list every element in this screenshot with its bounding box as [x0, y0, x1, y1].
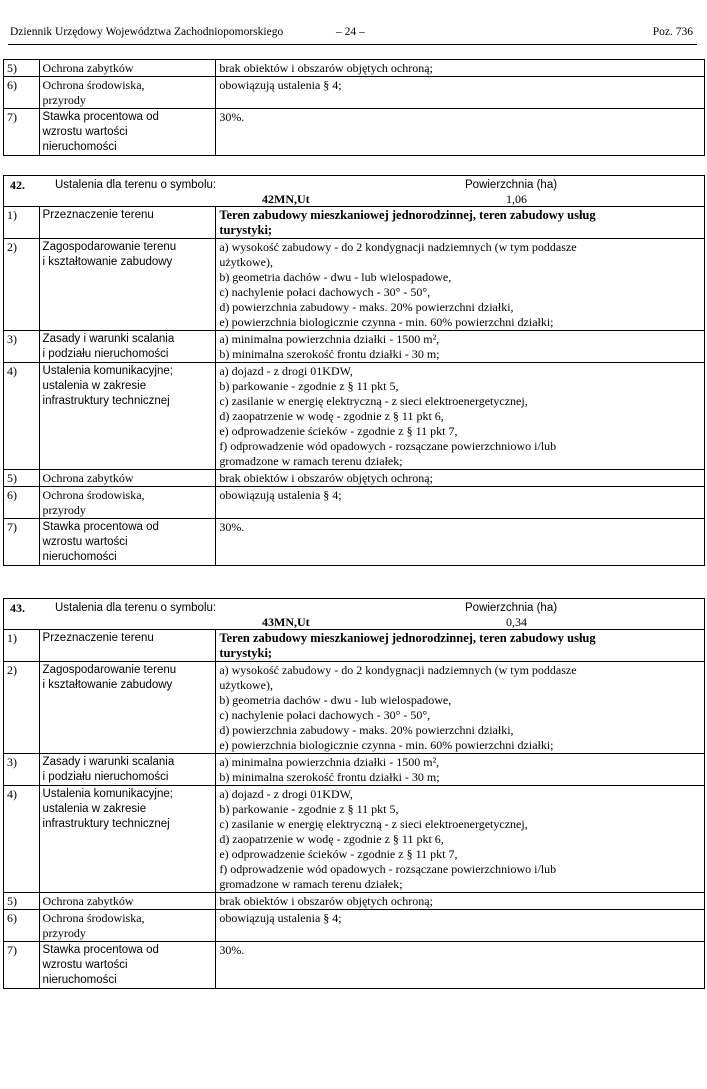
- table-row: [4, 662, 705, 754]
- row-value: 30%.: [216, 109, 705, 156]
- row-value: a) dojazd - z drogi 01KDW, b) parkowanie - zgodnie z § 11 pkt 5, c) zasilanie w energię elektryczną - z sieci elektroenergetycznej, d) zaopatrzenie w wodę - zgodnie z § 11 pkt 6, e) odprowadzenie ścieków - zgodnie z § 11 pkt 7, f) odprowadzenie wód opadowych - rozsączane powierzchniowo i/lub gromadzone w ramach terenu działek;: [216, 786, 705, 893]
- row-number: 1): [4, 207, 40, 239]
- terrain-symbol: 42MN,Ut: [262, 192, 310, 206]
- row-value: a) minimalna powierzchnia działki - 1500 m², b) minimalna szerokość frontu działki - 30 m;: [216, 754, 705, 786]
- page-header: [8, 26, 695, 44]
- top-fragment-table: [3, 59, 705, 156]
- row-value: brak obiektów i obszarów objętych ochroną;: [216, 470, 705, 487]
- block-table-43: [3, 598, 705, 989]
- row-value: brak obiektów i obszarów objętych ochroną;: [216, 60, 705, 77]
- row-label: Ochrona środowiska, przyrody: [39, 487, 216, 519]
- table-row: [4, 754, 705, 786]
- row-number: 6): [4, 77, 40, 109]
- table-row: [4, 630, 705, 662]
- row-number: 2): [4, 662, 40, 754]
- area-value: 1,06: [506, 192, 527, 206]
- row-number: 6): [4, 487, 40, 519]
- row-number: 7): [4, 519, 40, 566]
- block-header-row: [4, 599, 705, 630]
- row-label: Ochrona zabytków: [39, 60, 216, 77]
- row-number: 4): [4, 363, 40, 470]
- table-row: [4, 786, 705, 893]
- row-label: Przeznaczenie terenu: [39, 630, 216, 662]
- row-value: 30%.: [216, 942, 705, 989]
- row-value: brak obiektów i obszarów objętych ochroną;: [216, 893, 705, 910]
- row-label: Ochrona zabytków: [39, 893, 216, 910]
- row-number: 7): [4, 109, 40, 156]
- row-label: Zagospodarowanie terenu i kształtowanie zabudowy: [39, 239, 216, 331]
- area-label: Powierzchnia (ha): [465, 179, 558, 191]
- row-label: Przeznaczenie terenu: [39, 207, 216, 239]
- row-number: 2): [4, 239, 40, 331]
- row-value: obowiązują ustalenia § 4;: [216, 77, 705, 109]
- row-number: 4): [4, 786, 40, 893]
- header-rule: [8, 44, 697, 45]
- block-header: [4, 599, 705, 630]
- row-label: Ochrona środowiska, przyrody: [39, 910, 216, 942]
- table-row: [4, 910, 705, 942]
- block-header-row: [4, 176, 705, 207]
- row-value: obowiązują ustalenia § 4;: [216, 910, 705, 942]
- table-row: [4, 60, 705, 77]
- table-row: [4, 893, 705, 910]
- row-label: Stawka procentowa od wzrostu wartości nieruchomości: [39, 109, 216, 156]
- table-row: [4, 487, 705, 519]
- table-row: [4, 363, 705, 470]
- row-value: a) dojazd - z drogi 01KDW, b) parkowanie - zgodnie z § 11 pkt 5, c) zasilanie w energię elektryczną - z sieci elektroenergetycznej, d) zaopatrzenie w wodę - zgodnie z § 11 pkt 6, e) odprowadzenie ścieków - zgodnie z § 11 pkt 7, f) odprowadzenie wód opadowych - rozsączane powierzchniowo i/lub gromadzone w ramach terenu działek;: [216, 363, 705, 470]
- page-number: – 24 –: [336, 26, 365, 38]
- row-number: 6): [4, 910, 40, 942]
- journal-title: Dziennik Urzędowy Województwa Zachodniopomorskiego: [10, 26, 284, 38]
- row-label: Zagospodarowanie terenu i kształtowanie zabudowy: [39, 662, 216, 754]
- symbol-label: Ustalenia dla terenu o symbolu:: [55, 602, 217, 614]
- block-table-42: [3, 175, 705, 566]
- row-label: Ochrona zabytków: [39, 470, 216, 487]
- row-label: Ustalenia komunikacyjne; ustalenia w zakresie infrastruktury technicznej: [39, 786, 216, 893]
- row-number: 3): [4, 331, 40, 363]
- position-number: Poz. 736: [652, 26, 693, 38]
- table-row: [4, 519, 705, 566]
- row-value: a) wysokość zabudowy - do 2 kondygnacji nadziemnych (w tym poddasze użytkowe), b) geometria dachów - dwu - lub wielospadowe, c) nachylenie połaci dachowych - 30° - 50°, d) powierzchnia zabudowy - maks. 20% powierzchni działki, e) powierzchnia biologicznie czynna - min. 60% powierzchni działki;: [216, 239, 705, 331]
- table-row: [4, 239, 705, 331]
- row-label: Zasady i warunki scalania i podziału nieruchomości: [39, 754, 216, 786]
- table-row: [4, 109, 705, 156]
- block-number: 43.: [10, 601, 25, 615]
- row-value: a) minimalna powierzchnia działki - 1500 m², b) minimalna szerokość frontu działki - 30 m;: [216, 331, 705, 363]
- area-value: 0,34: [506, 615, 527, 629]
- table-row: [4, 207, 705, 239]
- block-number: 42.: [10, 178, 25, 192]
- row-value: a) wysokość zabudowy - do 2 kondygnacji nadziemnych (w tym poddasze użytkowe), b) geometria dachów - dwu - lub wielospadowe, c) nachylenie połaci dachowych - 30° - 50°, d) powierzchnia zabudowy - maks. 20% powierzchni działki, e) powierzchnia biologicznie czynna - min. 60% powierzchni działki;: [216, 662, 705, 754]
- row-number: 7): [4, 942, 40, 989]
- row-label: Stawka procentowa od wzrostu wartości nieruchomości: [39, 519, 216, 566]
- row-label: Ustalenia komunikacyjne; ustalenia w zakresie infrastruktury technicznej: [39, 363, 216, 470]
- area-label: Powierzchnia (ha): [465, 602, 558, 614]
- row-number: 5): [4, 470, 40, 487]
- table-row: [4, 331, 705, 363]
- row-number: 5): [4, 60, 40, 77]
- table-row: [4, 77, 705, 109]
- row-label: Ochrona środowiska, przyrody: [39, 77, 216, 109]
- row-number: 3): [4, 754, 40, 786]
- row-number: 5): [4, 893, 40, 910]
- row-value: Teren zabudowy mieszkaniowej jednorodzinnej, teren zabudowy usług turystyki;: [216, 207, 705, 239]
- row-label: Zasady i warunki scalania i podziału nieruchomości: [39, 331, 216, 363]
- terrain-symbol: 43MN,Ut: [262, 615, 310, 629]
- row-value: Teren zabudowy mieszkaniowej jednorodzinnej, teren zabudowy usług turystyki;: [216, 630, 705, 662]
- row-value: obowiązują ustalenia § 4;: [216, 487, 705, 519]
- row-number: 1): [4, 630, 40, 662]
- table-row: [4, 470, 705, 487]
- symbol-label: Ustalenia dla terenu o symbolu:: [55, 179, 217, 191]
- block-header: [4, 176, 705, 207]
- row-value: 30%.: [216, 519, 705, 566]
- table-row: [4, 942, 705, 989]
- row-label: Stawka procentowa od wzrostu wartości nieruchomości: [39, 942, 216, 989]
